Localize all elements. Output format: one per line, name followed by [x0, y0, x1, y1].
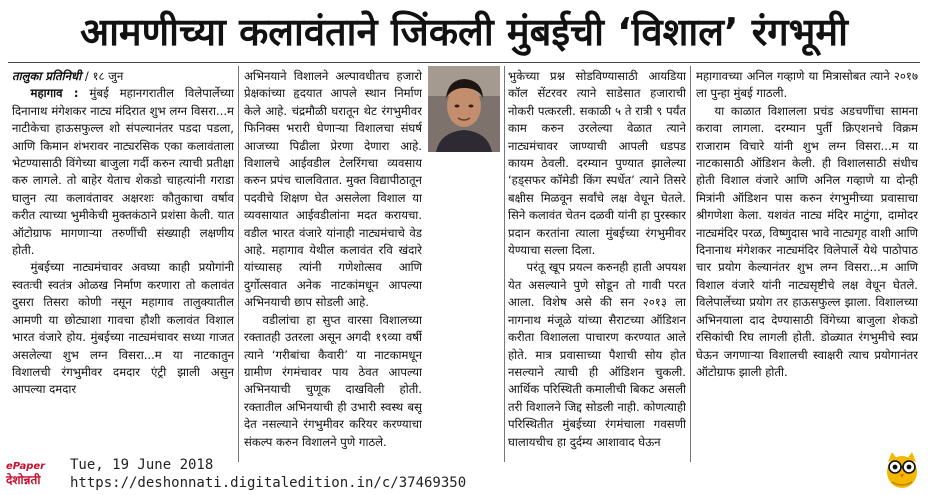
- paragraph: वडीलांचा हा सुप्त वारसा विशालच्या रक्तातही उतरला असून अगदी १९व्या वर्षी त्याने ‘गरीबांचा कैवारी’ या नाटकामधून ग्रामीण रंगमंचावर पाय ठेवत आपल्या अभिनयाची चुणूक दाखविली होती. रक्तातील अभिनयाची ही उभारी स्वस्थ बसू देत नसल्याने रंगभुमीवर करियर करण्याचा संकल्प करुन विशालने पुणे गाठले.: [244, 312, 422, 449]
- paragraph: या काळात विशालला प्रचंड अडचणींचा सामना करावा लागला. दरम्यान पुर्ती क्रिएशनचे विक्रम राजाराम विचारे यांनी शुभ लग्न विसरा...म या नाटकासाठी ऑडिशन केली. ही विशालसाठी संधीच होती विशाल वंजारे आणि अनिल गव्हाणे या दोन्ही मित्रांनी ऑडिशन पास करुन रंगभुमीच्या प्रवासाचा श्रीगणेशा केला. यशवंत नाट्य मंदिर माटुंगा, दामोदर नाट्यमंदिर परळ, विष्णुदास भावे नाट्यगृह वाशी आणि दिनानाथ मंगेशकर नाट्यमंदिर विलेपार्ले येथे पाठोपाठ चार प्रयोग केल्यानंतर शुभ लग्न विसरा...म आणि विशाल वंजारे यांनी नाट्यसृष्टीचे लक्ष वेधून घेतले. विलेपार्लेच्या प्रयोग तर हाऊसफुल्ल झाला. विशालच्या अभिनयाला दाद देण्यासाठी विंगेच्या बाजुला शेकडो रसिकांची रिघ लागली होती. डोळ्यात रंगभुमीचे स्वप्न घेऊन जगणाऱ्या विशालची स्वाक्षरी त्याच प्रयोगानंतर ऑटोग्राफ झाली होती.: [696, 103, 918, 379]
- logo-bottom-text: देशोन्नती: [6, 473, 41, 487]
- footer-meta: [70, 456, 466, 492]
- column-divider: [690, 66, 691, 462]
- paragraph: परंतू खूप प्रयत्न करुनही हाती अपयश येत असल्याने पुणे सोडून तो गावी परत आला. विशेष असे की सन २०१३ ला नागनाथ मंजूळे यांच्या सैराटच्या ऑडिशन करीता विशालला पाचारण करण्यात आले होते. मात्र प्रवासाच्या पैशाची सोय होत नसल्याने त्याची ही ऑडिशन चुकली. आर्थिक परिस्थिती कमालीची बिकट असली तरी विशालने जिद्द सोडली नाही. कोणत्याही परिस्थितीत मुंबईच्या रंगमंचाला गवसणी घालायचीच हा दुर्दम्य आशावाद घेऊन: [508, 260, 686, 449]
- headline: आमणीच्या कलावंताने जिंकली मुंबईची ‘विशाल’ रंगभूमी: [80, 10, 848, 54]
- column-divider: [238, 66, 239, 462]
- dateline: महागाव :: [30, 86, 79, 101]
- byline-date: / १८ जुन: [81, 69, 124, 83]
- deshonnati-epaper-logo: [4, 458, 64, 488]
- paragraph: भुकेच्या प्रश्न सोडविण्यासाठी आयडिया कॉल सेंटरवर त्याने साडेसात हजाराची नोकरी पत्करली. सकाळी ५ ते रात्री ९ पर्यंत काम करुन उरलेल्या वेळात त्याने नाट्यमंचावर जाण्याची आपली धडपड कायम ठेवली. दरम्यान पुण्यात झालेल्या ‘हड्सफर कॉमेडी किंग स्पर्धेत’ त्याने तिसरे बक्षीस मिळवून सर्वांचे लक्ष वेधून घेतले. सिने कलावंत चेतन दळवी यांनी हा पुरस्कार प्रदान करतांना त्याला मुंबईच्या रंगभुमीवर येण्याचा सल्ला दिला.: [508, 69, 686, 258]
- article-column-4: [696, 68, 918, 460]
- column-divider: [504, 66, 505, 462]
- headline-rule: [8, 62, 920, 63]
- edition-url[interactable]: https://deshonnati.digitaledition.in/c/37469350: [70, 475, 467, 491]
- paragraph: महागावच्या अनिल गव्हाणे या मित्रासोबत त्याने २०१७ ला पुन्हा मुंबई गाठली.: [696, 69, 918, 101]
- portrait-photo: [428, 66, 500, 152]
- byline: तालुका प्रतिनिधी: [12, 69, 82, 83]
- logo-top-text: ePaper: [6, 461, 46, 472]
- article-column-2: [244, 68, 422, 460]
- article-column-1: [12, 68, 234, 460]
- article-column-3: [508, 68, 686, 460]
- paragraph: मुंबई महानगरातील विलेपार्लेच्या दिनानाथ मंगेशकर नाट्य मंदिरात शुभ लग्न विसरा...म नाटीकेचा हाऊसफुल्ल शो संपल्यानंतर पडदा पडला, आणि किमान शंभरावर नाट्यरसिक एका कलावंताला भेटण्यासाठी विंगेच्या बाजुला गर्दी करुन त्याची प्रतीक्षा करु लागले. तो बाहेर येताच शेकडो चाहत्यांनी गराडा घालुन त्या कलावंतावर अक्षरशः कौतुकाचा वर्षाव करीत त्याच्या भुमीकेची मुक्तकंठाने प्रशंसा केली. यात ऑटोग्राफ मागणाऱ्या तरुणींची संख्याही लक्षणीय होती.: [12, 86, 234, 258]
- paragraph: अभिनयाने विशालने अल्पावधीतच हजारो प्रेक्षकांच्या हृदयात आपले स्थान निर्माण केले आहे. चंद्रमौळी घरातून थेट रंगभुमीवर फिनिक्स भरारी घेणाऱ्या विशालचा संघर्ष आजच्या पिढीला प्रेरणा देणारा आहे. विशालचे आईवडील टेलरिंगचा व्यवसाय करुन प्रपंच चालवितात. मुक्त विद्यापीठातून पदवीचे शिक्षण घेत असलेला विशाल या व्यवसायात आईवडीलांना मदत करायचा. वडील भारत वंजारे यांनाही नाट्यमंचाचे वेड आहे. महागाव येथील कलावंत रवि खंदारे यांच्यासह त्यांनी गणेशोत्सव आणि दुर्गोत्सवात अनेक नाटकांमधून आपल्या अभिनयाची छाप सोडली आहे.: [244, 69, 422, 310]
- paragraph: मुंबईच्या नाट्यमंचावर अवघ्या काही प्रयोगांनी स्वतःची स्वतंत्र ओळख निर्माण करणारा तो कलावंत दुसरा तिसरा कोणी नसून महागाव तालुक्यातील आमणी या छोट्याशा गावचा हौशी कलावंत विशाल भारत वंजारे होय. मुंबईच्या नाट्यमंचावर सध्या गाजत असलेल्या शुभ लग्न विसरा...म या नाटकातुन विशालची रंगभुमीवर दमदार एंट्री झाली असुन आपल्या दमदार: [12, 260, 234, 397]
- byline-para: [12, 68, 234, 85]
- edition-date: Tue, 19 June 2018: [70, 457, 214, 473]
- owl-mascot-icon: [882, 448, 922, 490]
